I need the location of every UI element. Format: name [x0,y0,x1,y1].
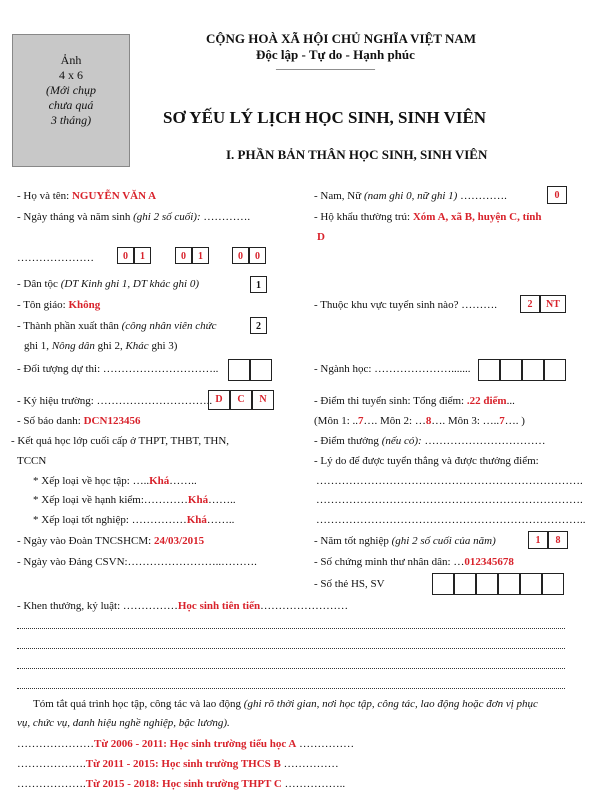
result-label-2: TCCN [17,455,47,467]
dob-box-4[interactable]: 1 [192,247,209,264]
ethnic-box[interactable]: 1 [250,276,267,293]
class-row-2 [24,339,177,353]
award-line-4[interactable] [17,688,565,689]
entry-lead: ………………. [17,778,86,790]
union-row [17,534,204,548]
ethnic-hint: (DT Kinh ghi 1, DT khác ghi 0) [60,278,200,290]
home-value-2[interactable]: D [317,231,325,243]
home-label: - Hộ khẩu thường trú: [314,211,413,223]
award-line-2[interactable] [17,648,565,649]
bonus-hint: (nếu có): [381,435,425,447]
gradyear-box-1[interactable]: 1 [528,531,548,549]
section-title: I. PHẦN BẢN THÂN HỌC SINH, SINH VIÊN [226,147,488,162]
award-tail: …………………… [260,600,349,612]
target-label: - Đối tượng dự thi: [17,363,103,375]
score-value[interactable]: .22 điểm [466,395,507,407]
area-box-2[interactable]: NT [540,295,566,313]
country-header: CỘNG HOÀ XÃ HỘI CHỦ NGHĨA VIỆT NAM [206,31,477,46]
photo-note-3: 3 tháng) [50,113,92,127]
union-label: - Ngày vào Đoàn TNCSHCM: [17,535,154,547]
subject-2-value[interactable]: 8 [425,415,432,427]
entry-tail: …………….. [281,778,346,790]
sbd-value[interactable]: DCN123456 [83,415,141,427]
dob-label: - Ngày tháng và năm sinh [17,211,134,223]
subject-3-label: …. Môn 3: ….. [431,415,500,427]
class-row [17,319,216,333]
ethnic-row [17,277,199,291]
school-code-row [17,394,212,408]
school-code-label: - Ký hiệu trường: [17,395,97,407]
religion-value[interactable]: Không [68,299,101,311]
study-row [33,474,197,488]
study-dots: ….. [132,475,150,487]
conduct-dots: ………… [143,494,188,506]
subject-3-value[interactable]: 7 [499,415,505,427]
conduct-label: * Xếp loại về hạnh kiểm: [33,494,144,506]
dob-hint: (ghi 2 số cuối): [133,211,201,223]
photo-placeholder [12,34,130,167]
score-row [314,394,515,408]
sbd-label: - Số báo danh: [17,415,84,427]
page-title: SƠ YẾU LÝ LỊCH HỌC SINH, SINH VIÊN [163,108,487,127]
school-code-dots: ………………………….. [96,395,213,407]
entry-tail: …………… [296,738,355,750]
sex-box[interactable]: 0 [547,186,567,204]
study-tail: …….. [169,475,197,487]
conduct-row [33,493,236,507]
sbd-row [17,414,140,428]
subject-1-label: (Môn 1: .. [314,415,358,427]
subject-1-value[interactable]: 7 [358,415,364,427]
study-label: * Xếp loại về học tập: [33,475,133,487]
class-hint: (công nhân viên chức [121,320,217,332]
reason-line-2[interactable]: ………………………………………………………………. [316,494,583,506]
dob-box-1[interactable]: 0 [117,247,134,264]
grad-dots: …………… [131,514,187,526]
card-box-6[interactable] [542,573,564,595]
school-code-box-1[interactable]: D [208,390,230,410]
entry-text[interactable]: Từ 2015 - 2018: Học sinh trường THPT C [85,778,282,790]
summary-hint-2: vụ, chức vụ, danh hiệu nghề nghiệp, bậc lương). [17,717,230,729]
area-box-1[interactable]: 2 [520,295,540,313]
dob-box-2[interactable]: 1 [134,247,151,264]
name-label: - Họ và tên: [17,190,72,202]
subject-scores-row [314,414,525,428]
grad-value[interactable]: Khá [186,514,207,526]
award-dots: …………… [122,600,178,612]
card-box-3[interactable] [476,573,498,595]
target-dots: ………………………….. [102,363,219,375]
bonus-label: - Điểm thưởng [314,435,382,447]
entry-text[interactable]: Từ 2011 - 2015: Học sinh trường THCS B [85,758,281,770]
award-line-1[interactable] [17,628,565,629]
grad-tail: …….. [206,514,235,526]
sex-row [314,189,507,203]
party-row [17,555,257,569]
class-hint-c: ghi 2, [97,340,126,352]
school-code-box-2[interactable]: C [230,390,252,410]
union-value[interactable]: 24/03/2015 [153,535,205,547]
award-row [17,599,348,613]
conduct-value[interactable]: Khá [187,494,209,506]
target-row [17,362,218,376]
target-box-2[interactable] [250,359,272,381]
entry-tail: …………… [280,758,339,770]
photo-note-2: chưa quá [48,98,94,112]
award-line-3[interactable] [17,668,565,669]
class-hint-b: Nông dân [51,340,98,352]
target-box-1[interactable] [228,359,250,381]
card-box-2[interactable] [454,573,476,595]
photo-label: Ảnh [60,53,82,67]
area-label: - Thuộc khu vực tuyển sinh nào? [314,299,462,311]
party-dots: ……………………..………. [127,556,257,568]
major-box-2[interactable] [500,359,522,381]
area-row [314,298,497,312]
result-label-1: - Kết quả học lớp cuối cấp ở THPT, THBT, THN, [11,435,230,447]
reason-line-1[interactable]: ………………………………………………………………. [316,475,583,487]
dob-box-6[interactable]: 0 [249,247,266,264]
class-hint-a: ghi 1, [24,340,52,352]
ethnic-label: - Dân tộc [17,278,61,290]
bonus-row [314,434,545,448]
class-box[interactable]: 2 [250,317,267,334]
header-rule: ——————————— [276,64,375,74]
gradyear-row [314,534,496,548]
card-label: - Số thẻ HS, SV [314,578,385,590]
dob-box-5[interactable]: 0 [232,247,249,264]
conduct-tail: …….. [208,494,236,506]
religion-row [17,298,100,312]
gradyear-label: - Năm tốt nghiệp [314,535,392,547]
award-label: - Khen thưởng, kỷ luật: [17,600,123,612]
id-label: - Số chứng minh thư nhân dân: … [314,556,465,568]
card-box-4[interactable] [498,573,520,595]
major-row [314,362,470,376]
subject-2-label: …. Môn 2: … [363,415,426,427]
sex-hint: (nam ghi 0, nữ ghi 1) [363,190,458,202]
summary-intro: Tóm tắt quá trình học tập, công tác và lao động [33,698,244,710]
major-box-4[interactable] [544,359,566,381]
id-row [314,555,514,569]
summary-intro-row [33,697,538,711]
summary-entry [17,757,339,771]
dob-line: ………………… [17,252,94,264]
card-box-1[interactable] [432,573,454,595]
major-box-3[interactable] [522,359,544,381]
gradyear-hint: (ghi 2 số cuối của năm) [391,535,496,547]
reason-label: - Lý do để được tuyển thẳng và được thưởng điểm: [314,455,539,467]
card-box-5[interactable] [520,573,542,595]
class-hint-d: Khác [125,340,152,352]
major-box-1[interactable] [478,359,500,381]
grad-row [33,513,234,527]
party-label: - Ngày vào Đảng CSVN: [17,556,128,568]
score-label: - Điểm thi tuyển sinh: Tổng điểm: [314,395,467,407]
home-row [314,210,542,224]
sex-label: - Nam, Nữ [314,190,364,202]
gradyear-box-2[interactable]: 8 [548,531,568,549]
class-hint-e: ghi 3) [151,340,178,352]
summary-entry [17,737,354,751]
dob-dots: …………. [200,211,251,223]
award-value[interactable]: Học sinh tiên tiến [177,600,261,612]
photo-size: 4 x 6 [59,68,83,82]
reason-line-3[interactable]: ……………………………………………………………….. [316,514,586,526]
name-row [17,189,156,203]
dob-row [17,210,250,224]
area-dots: ………. [461,299,497,311]
name-value[interactable]: NGUYỄN VĂN A [71,190,157,202]
major-label: - Ngành học: [314,363,375,375]
school-code-box-3[interactable]: N [252,390,274,410]
major-dots: …………………....... [374,363,471,375]
sex-dots: …………. [457,190,507,202]
entry-lead: ………………. [17,758,86,770]
religion-label: - Tôn giáo: [17,299,69,311]
entry-text[interactable]: Từ 2006 - 2011: Học sinh trường tiểu học A [94,738,297,750]
motto: Độc lập - Tự do - Hạnh phúc [256,47,415,62]
summary-entry [17,777,345,791]
entry-lead: ………………… [17,738,94,750]
class-label: - Thành phần xuất thân [17,320,122,332]
bonus-dots: …………………………… [424,435,546,447]
study-value[interactable]: Khá [149,475,170,487]
subject-close: …. ) [504,415,525,427]
grad-label: * Xếp loại tốt nghiệp: [33,514,132,526]
home-value-1[interactable]: Xóm A, xã B, huyện C, tỉnh [412,211,542,223]
photo-note-1: (Mới chụp [45,83,97,97]
summary-hint: (ghi rõ thời gian, nơi học tập, công tác, lao động hoặc đơn vị phục [243,698,538,710]
score-tail: ... [506,395,515,407]
id-value[interactable]: 012345678 [464,556,514,568]
dob-box-3[interactable]: 0 [175,247,192,264]
